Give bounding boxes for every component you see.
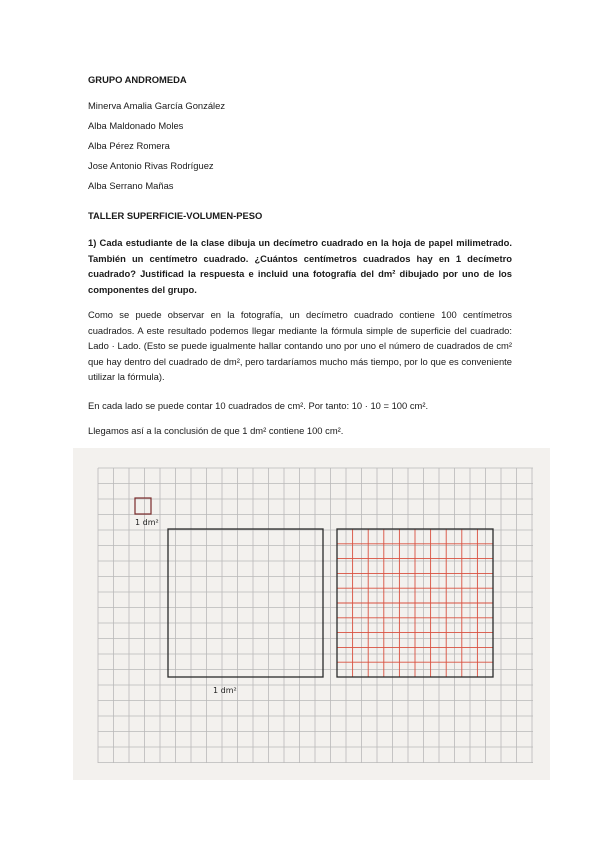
graph-paper-drawing [73,448,550,780]
answer-paragraph: Como se puede observar en la fotografía, un decímetro cuadrado contiene 100 centímetros cuadrados. A este resultado podemos llegar mediante la fórmula simple de superficie del cuadrado: Lado · Lado. (Esto se puede igualmente hallar contando uno por uno el número de cuadrados de cm² que hay dentro del cuadrado de dm², pero tardaríamos mucho más tiempo, por lo que es conveniente utilizar la fórmula). [88,309,512,382]
grid-lines [98,468,533,763]
member-name: Alba Pérez Romera [88,140,170,151]
label-large-square: 1 dm² [213,686,237,695]
square-centimeter [135,498,151,514]
question-paragraph: 1) Cada estudiante de la clase dibuja un decímetro cuadrado en la hoja de papel milimetrado. También un centímetro cuadrado. ¿Cuántos centímetros cuadrados hay en 1 decímetro cuadrado? Justificad la respuesta e incluid una fotografía del dm² dibujado por uno de los componentes del grupo. [88,237,512,295]
label-small-square: 1 dm² [135,518,159,527]
member-name: Alba Serrano Mañas [88,180,174,191]
group-title: GRUPO ANDROMEDA [88,74,187,85]
member-name: Jose Antonio Rivas Rodríguez [88,160,214,171]
conclusion-paragraph: Llegamos así a la conclusión de que 1 dm² contiene 100 cm². [88,425,344,436]
member-name: Minerva Amalia García González [88,100,226,111]
count-paragraph: En cada lado se puede contar 10 cuadrados de cm². Por tanto: 10 · 10 = 100 cm². [88,400,429,411]
workshop-title: TALLER SUPERFICIE-VOLUMEN-PESO [88,210,263,221]
graph-paper-photo [73,448,550,780]
member-name: Alba Maldonado Moles [88,120,184,131]
